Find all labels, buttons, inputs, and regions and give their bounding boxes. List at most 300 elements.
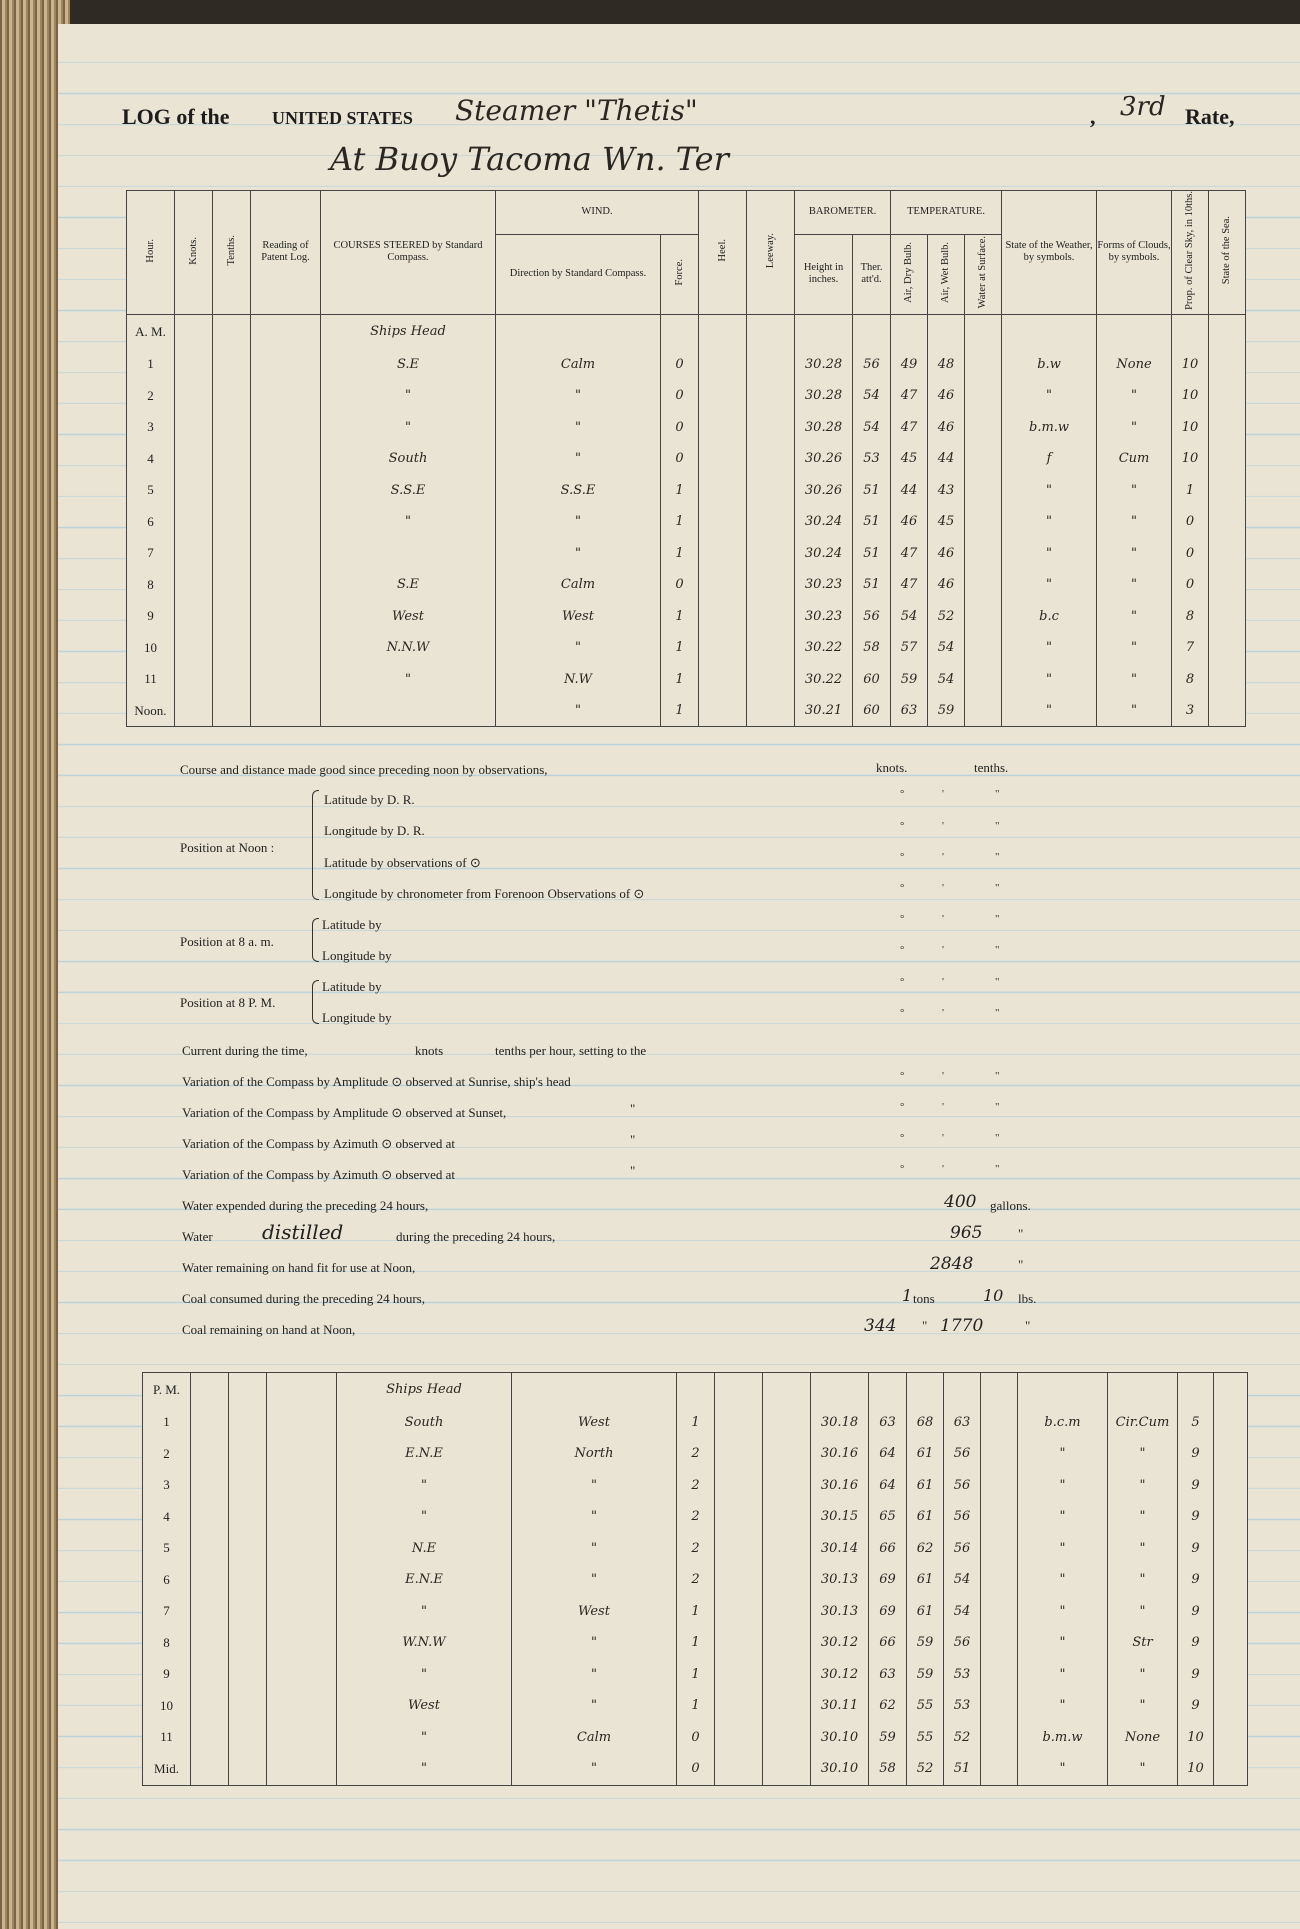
pm-weather-cell: b.c.m: [1018, 1407, 1108, 1439]
am-clear-cell: 10: [1172, 411, 1209, 443]
am-empty-cell: [251, 380, 321, 412]
am-clouds-cell: None: [1097, 348, 1172, 380]
pm-clear-cell: 9: [1178, 1501, 1214, 1533]
pm-wet-cell: 52: [944, 1722, 981, 1754]
water-distilled-label: during the preceding 24 hours,: [396, 1229, 556, 1244]
am-empty-cell: [965, 632, 1002, 664]
pm-empty-cell: [1214, 1407, 1248, 1439]
am-force-cell: 1: [661, 537, 699, 569]
pm-hour-cell: Mid.: [143, 1753, 191, 1785]
am-wind-cell: West: [496, 600, 661, 632]
am-clear-cell: 10: [1172, 380, 1209, 412]
pm-empty-cell: [1214, 1438, 1248, 1470]
pm-clouds-cell: ": [1108, 1501, 1178, 1533]
am-weather-cell: f: [1002, 443, 1097, 475]
pm-hour-cell: 11: [143, 1722, 191, 1754]
pm-row: [143, 1722, 1248, 1754]
pm-force-cell: 2: [677, 1564, 715, 1596]
am-empty-cell: [747, 569, 795, 601]
unit-mark-min: ': [942, 788, 944, 800]
am-empty-cell: [747, 695, 795, 727]
am-empty-cell: [213, 411, 251, 443]
pm-ther-cell: 58: [869, 1753, 907, 1785]
brace-8pm: [312, 980, 319, 1024]
am-empty-cell: [213, 537, 251, 569]
pm-empty-cell: [763, 1722, 811, 1754]
pm-empty-cell: [715, 1659, 763, 1691]
am-row: [127, 506, 1246, 538]
pm-row: [143, 1470, 1248, 1502]
am-clouds-cell: Cum: [1097, 443, 1172, 475]
unit-mark-deg: °: [900, 1132, 905, 1144]
am-course-cell: S.E: [321, 348, 496, 380]
pm-empty-cell: [229, 1470, 267, 1502]
pm-ther-cell: 63: [869, 1407, 907, 1439]
am-force-cell: 1: [661, 506, 699, 538]
pm-clear-cell: 10: [1178, 1722, 1214, 1754]
pm-height-cell: 30.10: [811, 1753, 869, 1785]
pm-dry-cell: 61: [907, 1438, 944, 1470]
unit-mark-sec: ": [995, 976, 1000, 988]
am-clear-cell: 3: [1172, 695, 1209, 727]
pm-row: [143, 1533, 1248, 1565]
pm-empty-cell: [191, 1533, 229, 1565]
pm-row: [143, 1690, 1248, 1722]
col-height: Height in inches.: [795, 234, 853, 314]
pm-force-cell: 2: [677, 1501, 715, 1533]
pm-empty-cell: [229, 1533, 267, 1565]
am-row: [127, 474, 1246, 506]
am-row: [127, 632, 1246, 664]
pm-row: [143, 1627, 1248, 1659]
am-force-cell: 0: [661, 569, 699, 601]
col-wind-direction: Direction by Standard Compass.: [496, 234, 661, 314]
pm-empty-cell: [267, 1501, 337, 1533]
pm-empty-cell: [229, 1659, 267, 1691]
am-course-cell: S.S.E: [321, 474, 496, 506]
pm-weather-cell: ": [1018, 1659, 1108, 1691]
am-dry-cell: 57: [891, 632, 928, 664]
pm-course-cell: ": [337, 1659, 512, 1691]
unit-mark-deg: °: [900, 882, 905, 894]
am-force-cell: 1: [661, 600, 699, 632]
pm-empty-cell: [763, 1438, 811, 1470]
am-empty-cell: [251, 348, 321, 380]
am-clouds-cell: ": [1097, 537, 1172, 569]
pm-wet-cell: 53: [944, 1690, 981, 1722]
pm-wind-cell: Calm: [512, 1722, 677, 1754]
am-empty-cell: [175, 632, 213, 664]
unit-mark-min: ': [942, 851, 944, 863]
col-heel: Heel.: [699, 191, 747, 315]
am-empty-cell: [175, 443, 213, 475]
am-empty-cell: [747, 411, 795, 443]
am-height-cell: 30.24: [795, 506, 853, 538]
col-wind: WIND.: [496, 191, 699, 235]
am-row: [127, 380, 1246, 412]
pm-wet-cell: 56: [944, 1438, 981, 1470]
pm-empty-cell: [715, 1690, 763, 1722]
am-empty-cell: [965, 474, 1002, 506]
am-height-cell: 30.22: [795, 663, 853, 695]
lon-dr-label: Longitude by D. R.: [324, 823, 425, 838]
course-distance-label: Course and distance made good since preceding noon by observations,: [180, 762, 548, 777]
am-force-cell: 0: [661, 348, 699, 380]
pm-force-cell: 1: [677, 1407, 715, 1439]
current-knots-label: knots: [415, 1043, 444, 1058]
am-wind-cell: ": [496, 380, 661, 412]
pm-empty-cell: [1214, 1659, 1248, 1691]
pm-force-cell: 0: [677, 1722, 715, 1754]
pm-dry-cell: 62: [907, 1533, 944, 1565]
pm-height-cell: 30.18: [811, 1407, 869, 1439]
coal-remaining-tons-value: 344: [864, 1316, 897, 1336]
pm-clear-cell: 9: [1178, 1564, 1214, 1596]
pm-height-cell: 30.16: [811, 1470, 869, 1502]
pm-empty-cell: [763, 1501, 811, 1533]
pm-ther-cell: 69: [869, 1596, 907, 1628]
am-clouds-cell: ": [1097, 663, 1172, 695]
pm-force-cell: 1: [677, 1596, 715, 1628]
am-ther-cell: 51: [853, 506, 891, 538]
unit-mark-min: ': [942, 1007, 944, 1019]
pm-empty-cell: [267, 1690, 337, 1722]
am-hour-cell: 1: [127, 348, 175, 380]
pm-empty-cell: [267, 1470, 337, 1502]
pm-empty-cell: [981, 1753, 1018, 1785]
pm-hour-cell: 10: [143, 1690, 191, 1722]
pm-empty-cell: [229, 1407, 267, 1439]
pm-clear-cell: 9: [1178, 1533, 1214, 1565]
am-empty-cell: [175, 411, 213, 443]
location: At Buoy Tacoma Wn. Ter: [330, 140, 729, 178]
pm-empty-cell: [1214, 1753, 1248, 1785]
am-clouds-cell: ": [1097, 506, 1172, 538]
am-empty-cell: [251, 537, 321, 569]
am-empty-cell: [965, 569, 1002, 601]
pm-row: [143, 1659, 1248, 1691]
pm-empty-cell: [267, 1564, 337, 1596]
pm-force-cell: 1: [677, 1690, 715, 1722]
pm-dry-cell: 52: [907, 1753, 944, 1785]
pm-empty-cell: [715, 1533, 763, 1565]
pm-course-cell: E.N.E: [337, 1564, 512, 1596]
pm-row: [143, 1438, 1248, 1470]
pm-ther-cell: 69: [869, 1564, 907, 1596]
pm-ther-cell: 64: [869, 1470, 907, 1502]
pm-dry-cell: 61: [907, 1564, 944, 1596]
pm-empty-cell: [981, 1659, 1018, 1691]
pm-row: [143, 1564, 1248, 1596]
am-empty-cell: [965, 411, 1002, 443]
am-empty-cell: [213, 600, 251, 632]
pm-empty-cell: [191, 1470, 229, 1502]
am-label: A. M.: [127, 314, 175, 348]
current-tenths-label: tenths per hour, setting to the: [495, 1043, 647, 1058]
am-row: [127, 411, 1246, 443]
am-clear-cell: 7: [1172, 632, 1209, 664]
am-dry-cell: 47: [891, 380, 928, 412]
am-weather-cell: ": [1002, 632, 1097, 664]
pm-ther-cell: 64: [869, 1438, 907, 1470]
pm-empty-cell: [715, 1407, 763, 1439]
am-ther-cell: 54: [853, 380, 891, 412]
water-remaining-ditto: ": [1018, 1257, 1024, 1272]
pm-empty-cell: [1214, 1722, 1248, 1754]
pm-wet-cell: 51: [944, 1753, 981, 1785]
water-label: Water: [182, 1229, 213, 1244]
am-empty-cell: [175, 474, 213, 506]
am-empty-cell: [1209, 506, 1246, 538]
pm-wind-cell: ": [512, 1627, 677, 1659]
pm-empty-cell: [1214, 1690, 1248, 1722]
pm-course-cell: W.N.W: [337, 1627, 512, 1659]
am-height-cell: 30.28: [795, 380, 853, 412]
am-empty-cell: [251, 632, 321, 664]
pm-dry-cell: 55: [907, 1690, 944, 1722]
pm-empty-cell: [229, 1753, 267, 1785]
am-empty-cell: [699, 474, 747, 506]
rate-value: 3rd: [1120, 92, 1166, 122]
pm-hour-cell: 4: [143, 1501, 191, 1533]
pm-ther-cell: 62: [869, 1690, 907, 1722]
pm-empty-cell: [1214, 1627, 1248, 1659]
pm-empty-cell: [1214, 1533, 1248, 1565]
am-hour-cell: 4: [127, 443, 175, 475]
pm-empty-cell: [191, 1501, 229, 1533]
am-empty-cell: [1209, 569, 1246, 601]
am-empty-cell: [965, 600, 1002, 632]
pm-wind-cell: ": [512, 1659, 677, 1691]
pm-course-cell: ": [337, 1753, 512, 1785]
am-empty-cell: [699, 663, 747, 695]
am-empty-cell: [965, 348, 1002, 380]
am-empty-cell: [213, 695, 251, 727]
lat-obs-label: Latitude by observations of ⊙: [324, 855, 481, 870]
am-clear-cell: 10: [1172, 443, 1209, 475]
am-empty-cell: [699, 632, 747, 664]
am-wet-cell: 43: [928, 474, 965, 506]
pm-height-cell: 30.12: [811, 1659, 869, 1691]
coal-remaining-label: Coal remaining on hand at Noon,: [182, 1322, 356, 1337]
pm-clear-cell: 9: [1178, 1596, 1214, 1628]
pm-empty-cell: [267, 1596, 337, 1628]
am-empty-cell: [251, 411, 321, 443]
am-wind-cell: Calm: [496, 569, 661, 601]
am-row: [127, 537, 1246, 569]
am-clouds-cell: ": [1097, 600, 1172, 632]
am-empty-cell: [747, 443, 795, 475]
am-empty-cell: [251, 506, 321, 538]
am-force-cell: 1: [661, 663, 699, 695]
unit-mark-sec: ": [995, 1070, 1000, 1082]
water-remaining-label: Water remaining on hand fit for use at Noon,: [182, 1260, 416, 1275]
pm-empty-cell: [763, 1753, 811, 1785]
unit-mark-sec: ": [995, 788, 1000, 800]
col-tenths: Tenths.: [213, 191, 251, 315]
unit-mark-min: ': [942, 882, 944, 894]
am-empty-cell: [213, 569, 251, 601]
variation-1: Variation of the Compass by Amplitude ⊙ observed at Sunrise, ship's head: [182, 1074, 571, 1089]
pm-row: [143, 1501, 1248, 1533]
am-course-cell: West: [321, 600, 496, 632]
col-barometer: BAROMETER.: [795, 191, 891, 235]
am-height-cell: 30.23: [795, 569, 853, 601]
col-ther: Ther. att'd.: [853, 234, 891, 314]
am-hour-cell: 5: [127, 474, 175, 506]
am-ships-head: Ships Head: [321, 314, 496, 348]
am-empty-cell: [251, 695, 321, 727]
col-courses: COURSES STEERED by Standard Compass.: [321, 191, 496, 315]
pm-label: P. M.: [143, 1373, 191, 1407]
pm-empty-cell: [191, 1722, 229, 1754]
am-empty-cell: [175, 380, 213, 412]
title-comma: ,: [1090, 104, 1096, 129]
am-empty-cell: [965, 380, 1002, 412]
pm-clouds-cell: ": [1108, 1690, 1178, 1722]
col-temperature: TEMPERATURE.: [891, 191, 1002, 235]
am-empty-cell: [699, 695, 747, 727]
title-united-states: UNITED STATES: [272, 108, 413, 128]
pm-ther-cell: 66: [869, 1627, 907, 1659]
am-row: [127, 695, 1246, 727]
am-force-cell: 1: [661, 695, 699, 727]
variation-2-ditto: ": [630, 1101, 636, 1116]
pm-empty-cell: [229, 1438, 267, 1470]
am-clear-cell: 8: [1172, 663, 1209, 695]
pm-wet-cell: 63: [944, 1407, 981, 1439]
pm-dry-cell: 68: [907, 1407, 944, 1439]
am-wet-cell: 59: [928, 695, 965, 727]
pm-empty-cell: [981, 1690, 1018, 1722]
pm-wet-cell: 56: [944, 1627, 981, 1659]
am-course-cell: ": [321, 380, 496, 412]
pm-wet-cell: 56: [944, 1470, 981, 1502]
am-empty-cell: [1209, 474, 1246, 506]
am-empty-cell: [213, 348, 251, 380]
am-clear-cell: 1: [1172, 474, 1209, 506]
am-empty-cell: [1209, 348, 1246, 380]
pm-wind-cell: ": [512, 1690, 677, 1722]
pm-empty-cell: [229, 1627, 267, 1659]
am-dry-cell: 54: [891, 600, 928, 632]
am-clear-cell: 8: [1172, 600, 1209, 632]
course-tenths-label: tenths.: [974, 760, 1009, 775]
am-empty-cell: [175, 569, 213, 601]
pm-clouds-cell: ": [1108, 1659, 1178, 1691]
am-weather-cell: ": [1002, 537, 1097, 569]
pm-force-cell: 1: [677, 1659, 715, 1691]
am-force-cell: 1: [661, 474, 699, 506]
am-weather-cell: ": [1002, 569, 1097, 601]
am-row: [127, 569, 1246, 601]
unit-mark-sec: ": [995, 1163, 1000, 1175]
am-empty-cell: [1209, 537, 1246, 569]
pm-clear-cell: 9: [1178, 1690, 1214, 1722]
water-remaining-value: 2848: [930, 1254, 974, 1274]
unit-mark-min: ': [942, 944, 944, 956]
pm-empty-cell: [1214, 1470, 1248, 1502]
unit-mark-min: ': [942, 1070, 944, 1082]
am-empty-cell: [699, 506, 747, 538]
am-row: [127, 663, 1246, 695]
am-empty-cell: [699, 411, 747, 443]
am-empty-cell: [747, 506, 795, 538]
pm-ther-cell: 59: [869, 1722, 907, 1754]
water-expended-label: Water expended during the preceding 24 hours,: [182, 1198, 429, 1213]
am-wind-cell: ": [496, 443, 661, 475]
pm-empty-cell: [191, 1659, 229, 1691]
am-clear-cell: 10: [1172, 348, 1209, 380]
am-wet-cell: 46: [928, 380, 965, 412]
pm-weather-cell: ": [1018, 1470, 1108, 1502]
unit-mark-sec: ": [995, 1101, 1000, 1113]
pm-clear-cell: 9: [1178, 1627, 1214, 1659]
unit-mark-deg: °: [900, 820, 905, 832]
unit-mark-min: ': [942, 913, 944, 925]
pm-empty-cell: [267, 1533, 337, 1565]
position-noon-label: Position at Noon :: [180, 840, 275, 855]
pm-hour-cell: 6: [143, 1564, 191, 1596]
am-empty-cell: [251, 663, 321, 695]
pm-clouds-cell: Cir.Cum: [1108, 1407, 1178, 1439]
lat-8pm-label: Latitude by: [322, 979, 382, 994]
pm-empty-cell: [267, 1753, 337, 1785]
am-height-cell: 30.28: [795, 411, 853, 443]
am-force-cell: 1: [661, 632, 699, 664]
am-course-cell: South: [321, 443, 496, 475]
am-hour-cell: Noon.: [127, 695, 175, 727]
am-wet-cell: 52: [928, 600, 965, 632]
pm-clear-cell: 9: [1178, 1659, 1214, 1691]
pm-weather-cell: ": [1018, 1533, 1108, 1565]
pm-clear-cell: 5: [1178, 1407, 1214, 1439]
pm-clouds-cell: ": [1108, 1596, 1178, 1628]
am-empty-cell: [251, 569, 321, 601]
rate-label: Rate,: [1185, 104, 1235, 129]
am-wet-cell: 44: [928, 443, 965, 475]
variation-3-ditto: ": [630, 1132, 636, 1147]
pm-dry-cell: 61: [907, 1470, 944, 1502]
pm-hour-cell: 8: [143, 1627, 191, 1659]
am-dry-cell: 45: [891, 443, 928, 475]
pm-empty-cell: [267, 1438, 337, 1470]
am-row: [127, 600, 1246, 632]
am-empty-cell: [747, 348, 795, 380]
am-empty-cell: [213, 506, 251, 538]
current-label: Current during the time,: [182, 1043, 308, 1058]
pm-weather-cell: b.m.w: [1018, 1722, 1108, 1754]
pm-empty-cell: [715, 1596, 763, 1628]
am-hour-cell: 3: [127, 411, 175, 443]
pm-empty-cell: [715, 1564, 763, 1596]
pm-empty-cell: [981, 1470, 1018, 1502]
am-empty-cell: [175, 537, 213, 569]
pm-clouds-cell: ": [1108, 1438, 1178, 1470]
pm-clouds-cell: ": [1108, 1533, 1178, 1565]
am-empty-cell: [699, 380, 747, 412]
am-empty-cell: [175, 348, 213, 380]
pm-height-cell: 30.10: [811, 1722, 869, 1754]
pm-course-cell: South: [337, 1407, 512, 1439]
pm-empty-cell: [715, 1722, 763, 1754]
pm-clouds-cell: ": [1108, 1564, 1178, 1596]
unit-mark-sec: ": [995, 882, 1000, 894]
am-empty-cell: [965, 537, 1002, 569]
lat-8am-label: Latitude by: [322, 917, 382, 932]
pm-height-cell: 30.11: [811, 1690, 869, 1722]
am-log-table: [126, 190, 1246, 727]
